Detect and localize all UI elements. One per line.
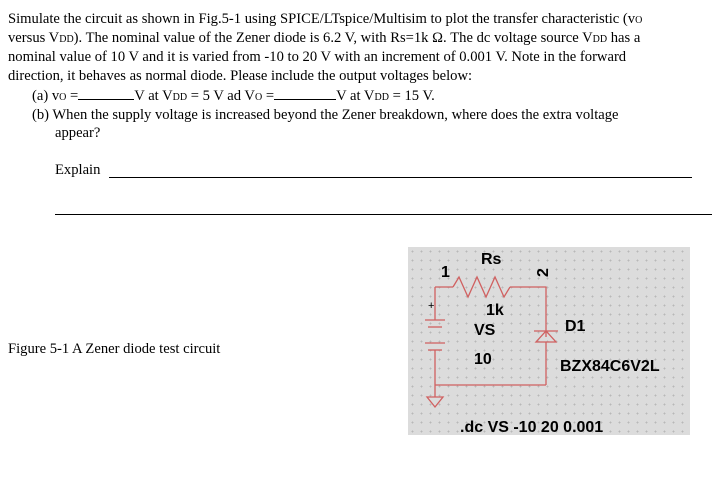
explain-answer-line-1[interactable]	[109, 177, 692, 178]
problem-line-2: versus VDD). The nominal value of the Zener diode is 6.2 V, with Rs=1k Ω. The dc voltage source VDD has a	[8, 30, 641, 46]
part-b-line-1: (b) When the supply voltage is increased beyond the Zener breakdown, where does the extra voltage	[32, 107, 619, 123]
part-b-line-2: appear?	[55, 125, 101, 141]
source-plus-sign: +	[428, 300, 435, 312]
answer-blank-vdd5[interactable]	[78, 87, 134, 100]
resistor-name: Rs	[481, 251, 502, 268]
problem-line-4: direction, it behaves as normal diode. Please include the output voltages below:	[8, 68, 473, 84]
source-value: 10	[474, 351, 492, 368]
resistor-rs	[453, 277, 510, 297]
source-name: VS	[474, 322, 496, 339]
problem-line-3: nominal value of 10 V and it is varied from -10 to 20 V with an increment of 0.001 V. Note in the forward	[8, 49, 627, 65]
dc-directive: .dc VS -10 20 0.001	[460, 419, 604, 435]
explain-label: Explain	[55, 162, 101, 178]
part-a: (a) vO = V at VDD = 5 V ad VO = V at VDD = 15 V.	[32, 88, 435, 104]
node-2-label: 2	[535, 268, 552, 277]
zener-schematic	[408, 247, 690, 435]
schematic-drawing	[408, 247, 690, 435]
figure-caption: Figure 5-1 A Zener diode test circuit	[8, 341, 221, 357]
problem-line-1: Simulate the circuit as shown in Fig.5-1 using SPICE/LTspice/Multisim to plot the transfer characteristic (vO	[8, 11, 643, 27]
node-1-label: 1	[441, 264, 450, 281]
diode-model: BZX84C6V2L	[560, 358, 660, 375]
diode-name: D1	[565, 318, 586, 335]
resistor-value: 1k	[486, 302, 504, 319]
ground-icon	[427, 397, 443, 407]
explain-answer-line-2[interactable]	[55, 214, 712, 215]
wire-top-right	[510, 287, 546, 325]
answer-blank-vdd15[interactable]	[274, 87, 336, 100]
